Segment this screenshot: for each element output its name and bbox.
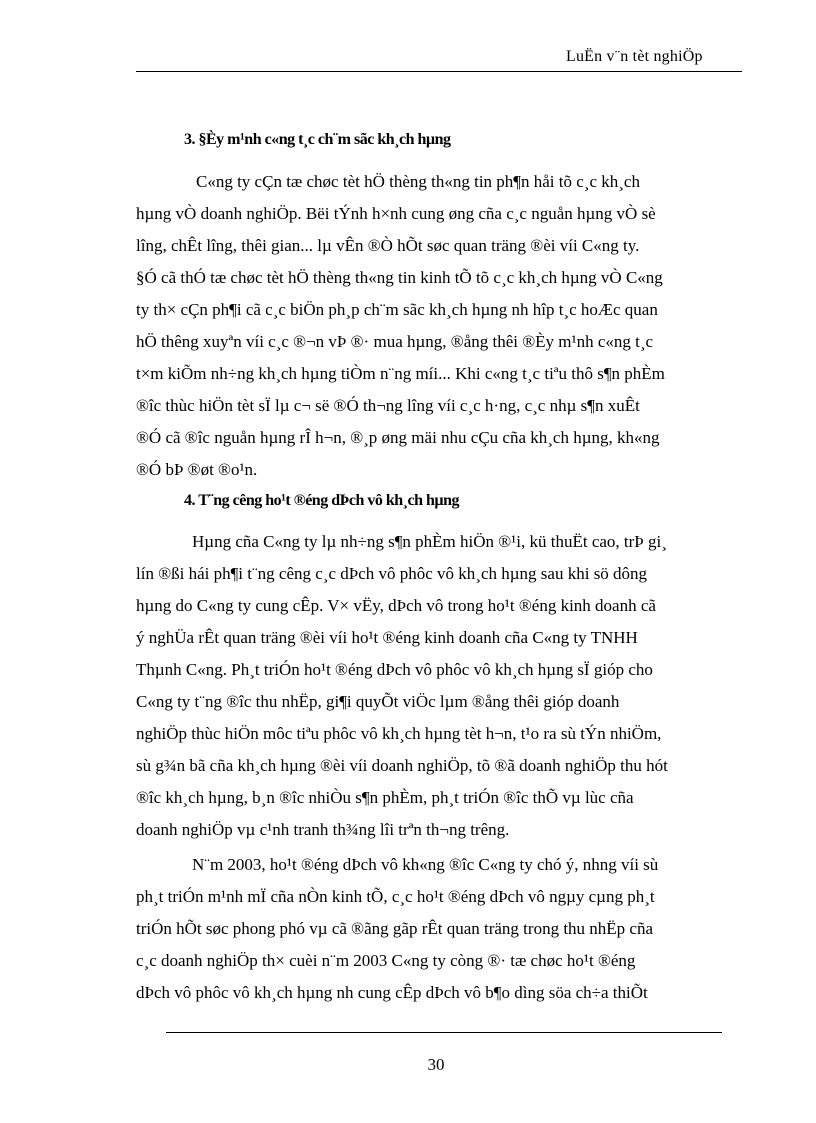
paragraph-line: C«ng ty t¨ng ®îc thu nhËp, gi¶i quyÕt viÖc lµm ®ång thêi gióp doanh <box>136 692 620 711</box>
footer-rule <box>166 1032 722 1033</box>
paragraph-line: lín ®ßi hái ph¶i t¨ng cêng c¸c dÞch vô phôc vô kh¸ch hµng sau khi sö dông <box>136 564 648 583</box>
paragraph-line: ®îc thùc hiÖn tèt sÏ lµ c¬ së ®Ó th¬ng lîng víi c¸c h·ng, c¸c nhµ s¶n xuÊt <box>136 396 640 415</box>
paragraph-line: Thµnh C«ng. Ph¸t triÓn ho¹t ®éng dÞch vô phôc vô kh¸ch hµng sÏ gióp cho <box>136 660 653 679</box>
paragraph-line: Hµng cña C«ng ty lµ nh÷ng s¶n phÈm hiÖn ®¹i, kü thuËt cao, trÞ gi¸ <box>192 532 667 551</box>
paragraph-line: ®îc kh¸ch hµng, b¸n ®îc nhiÒu s¶n phÈm, ph¸t triÓn ®îc thÕ vµ lùc cña <box>136 788 634 807</box>
paragraph-line: N¨m 2003, ho¹t ®éng dÞch vô kh«ng ®îc C«ng ty chó ý, nhng víi sù <box>192 855 659 874</box>
paragraph-line: ý nghÜa rÊt quan träng ®èi víi ho¹t ®éng kinh doanh cña C«ng ty TNHH <box>136 628 638 647</box>
paragraph-line: hµng vÒ doanh nghiÖp. Bëi tÝnh h×nh cung øng cña c¸c nguån hµng vÒ sè <box>136 204 656 223</box>
paragraph-line: hÖ thêng xuyªn víi c¸c ®¬n vÞ ®· mua hµng, ®ång thêi ®Èy m¹nh c«ng t¸c <box>136 332 654 351</box>
paragraph-line: nghiÖp thùc hiÖn môc tiªu phôc vô kh¸ch hµng tèt h¬n, t¹o ra sù tÝn nhiÖm, <box>136 724 662 743</box>
paragraph-line: ®Ó bÞ ®øt ®o¹n. <box>136 460 258 479</box>
paragraph-line: dÞch vô phôc vô kh¸ch hµng nh cung cÊp dÞch vô b¶o dìng söa ch÷a thiÕt <box>136 983 648 1002</box>
paragraph-line: ty th× cÇn ph¶i cã c¸c biÖn ph¸p ch¨m sãc kh¸ch hµng nh hîp t¸c hoÆc quan <box>136 300 658 319</box>
page-number: 30 <box>427 1055 445 1074</box>
paragraph-line: §Ó cã thÓ tæ chøc tèt hÖ thèng th«ng tin kinh tÕ tõ c¸c kh¸ch hµng vÒ C«ng <box>136 268 663 287</box>
paragraph-line: sù g¾n bã cña kh¸ch hµng ®èi víi doanh nghiÖp, tõ ®ã doanh nghiÖp thu hót <box>136 756 668 775</box>
paragraph-line: ph¸t triÓn m¹nh mÏ cña nÒn kinh tÕ, c¸c ho¹t ®éng dÞch vô ngµy cµng ph¸t <box>136 887 655 906</box>
paragraph-line: lîng, chÊt lîng, thêi gian... lµ vÊn ®Ò hÕt søc quan träng ®èi víi C«ng ty. <box>136 236 640 255</box>
header-rule <box>136 71 742 72</box>
header-title: LuËn v¨n tèt nghiÖp <box>566 48 703 65</box>
paragraph-line: c¸c doanh nghiÖp th× cuèi n¨m 2003 C«ng ty còng ®· tæ chøc ho¹t ®éng <box>136 951 636 970</box>
section-4-heading: 4. T¨ng cêng ho¹t ®éng dÞch vô kh¸ch hµng <box>184 492 459 509</box>
paragraph-line: t×m kiÕm nh÷ng kh¸ch hµng tiÒm n¨ng míi... Khi c«ng t¸c tiªu thô s¶n phÈm <box>136 364 665 383</box>
paragraph-line: ®Ó cã ®îc nguån hµng rÎ h¬n, ®¸p øng mäi nhu cÇu cña kh¸ch hµng, kh«ng <box>136 428 660 447</box>
paragraph-line: triÓn hÕt søc phong phó vµ cã ®ãng gãp rÊt quan träng trong thu nhËp cña <box>136 919 654 938</box>
paragraph-line: hµng do C«ng ty cung cÊp. V× vËy, dÞch vô trong ho¹t ®éng kinh doanh cã <box>136 596 656 615</box>
section-3-heading: 3. §Èy m¹nh c«ng t¸c ch¨m sãc kh¸ch hµng <box>184 131 451 148</box>
paragraph-line: C«ng ty cÇn tæ chøc tèt hÖ thèng th«ng tin ph¶n håi tõ c¸c kh¸ch <box>196 172 640 191</box>
paragraph-line: doanh nghiÖp vµ c¹nh tranh th¾ng lîi trªn th¬ng trêng. <box>136 820 510 839</box>
